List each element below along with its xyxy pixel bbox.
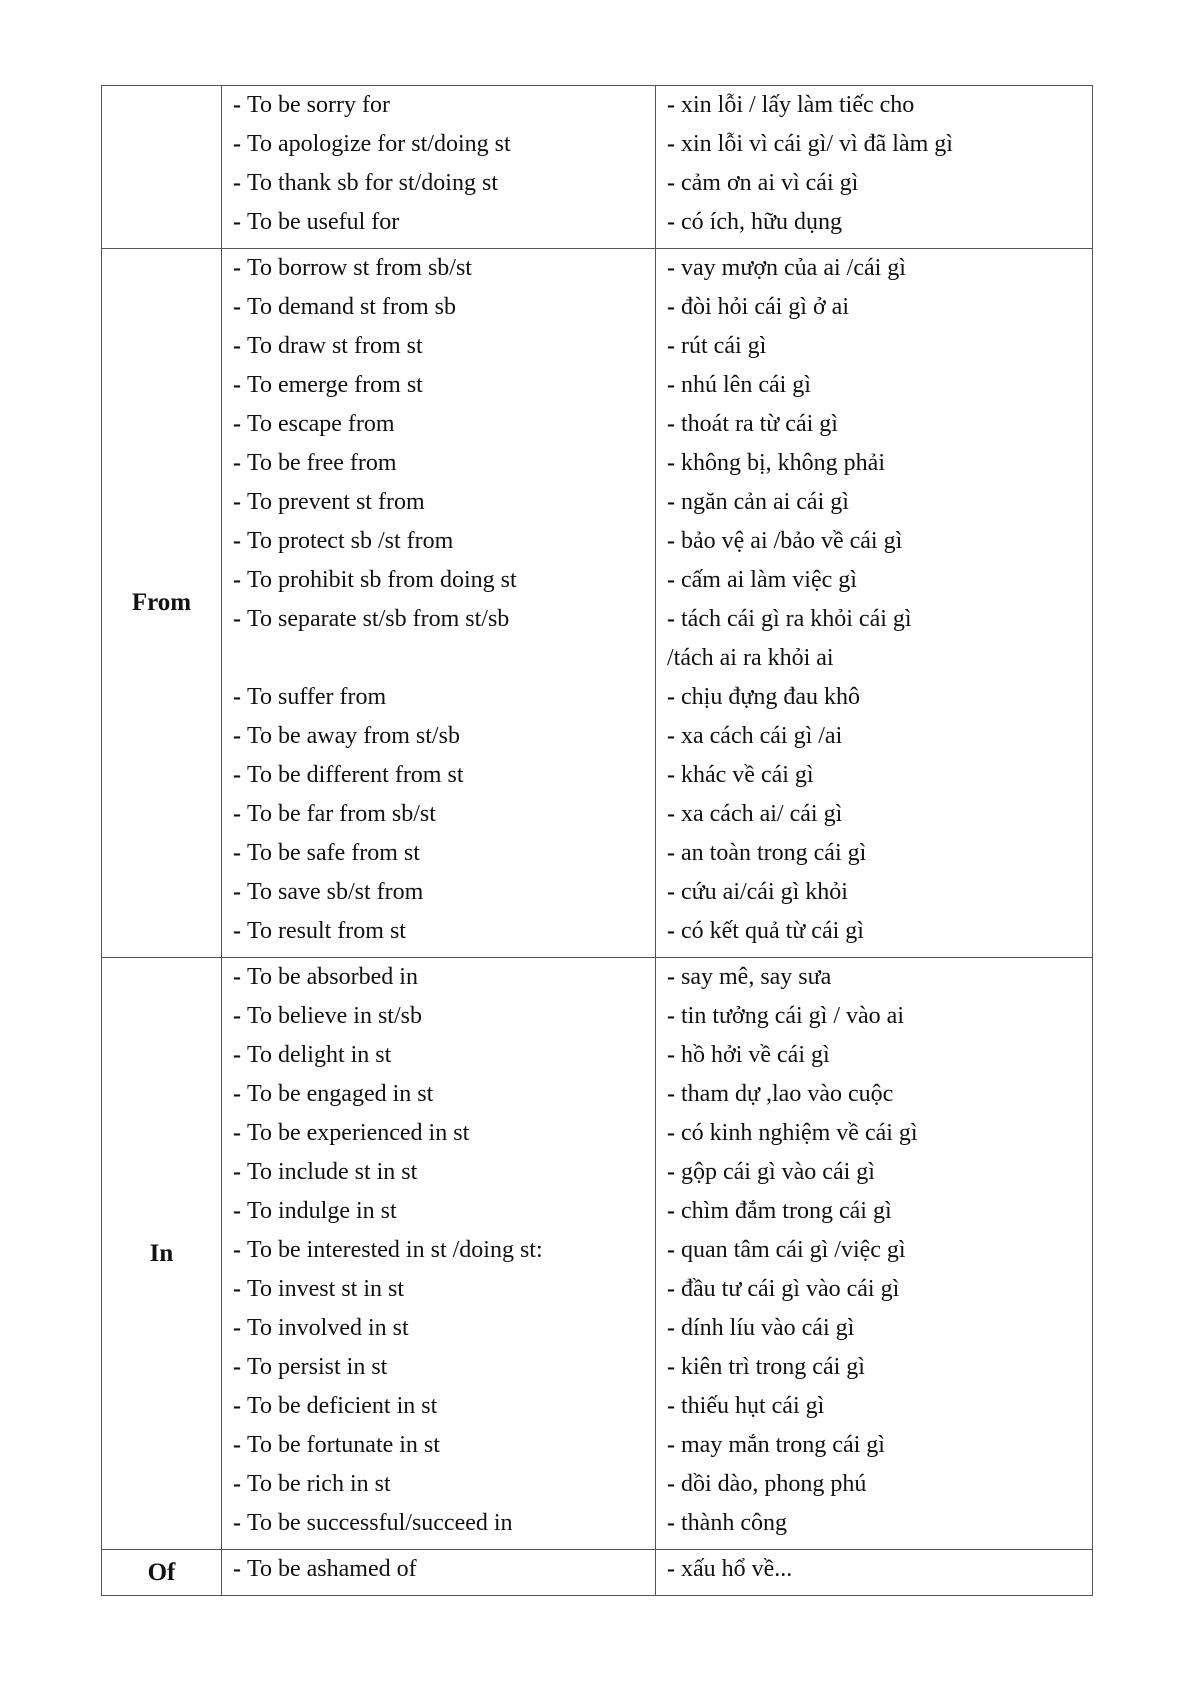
bullet-dash: -	[233, 1120, 241, 1146]
phrase-text: To be successful/succeed in	[247, 1510, 513, 1536]
bullet-dash: -	[233, 723, 241, 749]
meanings-cell	[656, 86, 1093, 249]
phrase-line	[222, 483, 655, 522]
bullet-dash: -	[667, 1159, 675, 1185]
meaning-line	[656, 1153, 1092, 1192]
meaning-text: quan tâm cái gì /việc gì	[681, 1237, 906, 1263]
bullet-dash: -	[667, 411, 675, 437]
phrase-text: To be far from sb/st	[247, 801, 436, 827]
meaning-text: thành công	[681, 1510, 787, 1536]
meaning-line	[656, 795, 1092, 834]
meaning-text: đầu tư cái gì vào cái gì	[681, 1276, 900, 1302]
phrase-text: To be useful for	[247, 209, 400, 235]
bullet-dash: -	[667, 1003, 675, 1029]
phrase-text: To apologize for st/doing st	[247, 131, 511, 157]
meaning-text: dồi dào, phong phú	[681, 1471, 867, 1497]
phrase-line	[222, 795, 655, 834]
phrase-line	[222, 125, 655, 164]
phrase-line	[222, 756, 655, 795]
phrase-line	[222, 327, 655, 366]
meaning-line	[656, 717, 1092, 756]
meaning-text: xa cách ai/ cái gì	[681, 801, 843, 827]
bullet-dash: -	[233, 92, 241, 118]
meaning-text: xa cách cái gì /ai	[681, 723, 843, 749]
vocabulary-table	[101, 85, 1093, 1596]
bullet-dash: -	[233, 1354, 241, 1380]
bullet-dash: -	[233, 567, 241, 593]
bullet-dash: -	[233, 489, 241, 515]
phrase-text: To be different from st	[247, 762, 464, 788]
meaning-text: may mắn trong cái gì	[681, 1432, 885, 1458]
preposition-cell: Of	[102, 1550, 222, 1596]
bullet-dash: -	[233, 170, 241, 196]
phrases-cell	[222, 86, 656, 249]
phrase-text: To be ashamed of	[247, 1556, 417, 1582]
meaning-line	[656, 1075, 1092, 1114]
meaning-line	[656, 1270, 1092, 1309]
meaning-text: say mê, say sưa	[681, 964, 832, 990]
phrase-text: To be absorbed in	[247, 964, 418, 990]
phrase-line	[222, 1465, 655, 1504]
phrase-line	[222, 1426, 655, 1465]
bullet-dash: -	[233, 1471, 241, 1497]
phrase-line	[222, 1504, 655, 1543]
bullet-dash: -	[233, 411, 241, 437]
phrase-line	[222, 444, 655, 483]
meaning-text: tin tưởng cái gì / vào ai	[681, 1003, 904, 1029]
phrase-line	[222, 405, 655, 444]
bullet-dash: -	[233, 372, 241, 398]
bullet-dash: -	[667, 964, 675, 990]
phrase-line	[222, 366, 655, 405]
bullet-dash: -	[233, 1003, 241, 1029]
phrase-line	[222, 1270, 655, 1309]
phrase-line	[222, 164, 655, 203]
bullet-dash: -	[233, 450, 241, 476]
meaning-line	[656, 756, 1092, 795]
meaning-text: cảm ơn ai vì cái gì	[681, 170, 859, 196]
phrase-text: To delight in st	[247, 1042, 392, 1068]
meaning-text: cứu ai/cái gì khỏi	[681, 879, 848, 905]
bullet-dash: -	[667, 1432, 675, 1458]
bullet-dash: -	[667, 372, 675, 398]
meaning-line	[656, 1550, 1092, 1589]
bullet-dash: -	[667, 1393, 675, 1419]
bullet-dash: -	[233, 255, 241, 281]
meaning-line	[656, 561, 1092, 600]
meanings-cell	[656, 249, 1093, 958]
bullet-dash: -	[233, 1510, 241, 1536]
bullet-dash: -	[233, 209, 241, 235]
bullet-dash: -	[667, 1120, 675, 1146]
bullet-dash: -	[667, 294, 675, 320]
phrase-text: To demand st from sb	[247, 294, 456, 320]
phrase-line	[222, 1550, 655, 1589]
bullet-dash: -	[233, 801, 241, 827]
phrases-cell	[222, 958, 656, 1550]
bullet-dash: -	[667, 489, 675, 515]
phrases-cell	[222, 1550, 656, 1596]
phrase-line	[222, 1075, 655, 1114]
meaning-text: thoát ra từ cái gì	[681, 411, 838, 437]
bullet-dash: -	[233, 1042, 241, 1068]
bullet-dash: -	[667, 170, 675, 196]
meaning-line	[656, 288, 1092, 327]
phrase-line	[222, 834, 655, 873]
meaning-line	[656, 1387, 1092, 1426]
meaning-line	[656, 1465, 1092, 1504]
meaning-line	[656, 1231, 1092, 1270]
phrase-text: To invest st in st	[247, 1276, 404, 1302]
bullet-dash: -	[667, 918, 675, 944]
preposition-cell: From	[102, 249, 222, 958]
bullet-dash: -	[667, 723, 675, 749]
meaning-line	[656, 483, 1092, 522]
phrase-line	[222, 1036, 655, 1075]
meaning-line	[656, 1192, 1092, 1231]
bullet-dash: -	[233, 1315, 241, 1341]
bullet-dash: -	[233, 1556, 241, 1582]
preposition-cell: In	[102, 958, 222, 1550]
phrase-text: To persist in st	[247, 1354, 388, 1380]
meaning-text: rút cái gì	[681, 333, 767, 359]
phrase-text: To indulge in st	[247, 1198, 397, 1224]
phrase-text: To involved in st	[247, 1315, 409, 1341]
meaning-line	[656, 125, 1092, 164]
meaning-text: đòi hỏi cái gì ở ai	[681, 294, 849, 320]
meaning-line	[656, 834, 1092, 873]
preposition-cell	[102, 86, 222, 249]
meaning-text: xin lỗi vì cái gì/ vì đã làm gì	[681, 131, 953, 157]
bullet-dash: -	[233, 1081, 241, 1107]
meaning-line	[656, 164, 1092, 203]
phrase-line	[222, 288, 655, 327]
meaning-line	[656, 912, 1092, 951]
bullet-dash: -	[667, 1237, 675, 1263]
phrase-text: To believe in st/sb	[247, 1003, 422, 1029]
meaning-line	[656, 86, 1092, 125]
phrase-line-empty	[222, 639, 655, 678]
bullet-dash: -	[233, 762, 241, 788]
meaning-text: hồ hởi về cái gì	[681, 1042, 830, 1068]
phrase-line	[222, 561, 655, 600]
phrase-text: To include st in st	[247, 1159, 418, 1185]
meaning-text: khác về cái gì	[681, 762, 814, 788]
meaning-line	[656, 600, 1092, 639]
section-row	[102, 86, 1093, 249]
meaning-text: thiếu hụt cái gì	[681, 1393, 825, 1419]
bullet-dash: -	[667, 684, 675, 710]
bullet-dash: -	[667, 92, 675, 118]
phrase-line	[222, 912, 655, 951]
bullet-dash: -	[667, 762, 675, 788]
phrase-line	[222, 873, 655, 912]
bullet-dash: -	[667, 1354, 675, 1380]
phrase-line	[222, 1114, 655, 1153]
meaning-text: xấu hổ về...	[681, 1556, 793, 1582]
phrase-line	[222, 1348, 655, 1387]
phrase-line	[222, 997, 655, 1036]
bullet-dash: -	[233, 964, 241, 990]
bullet-dash: -	[667, 1042, 675, 1068]
meaning-line	[656, 327, 1092, 366]
meaning-line	[656, 873, 1092, 912]
phrase-text: To be interested in st /doing st:	[247, 1237, 543, 1263]
bullet-dash: -	[233, 1432, 241, 1458]
bullet-dash: -	[233, 528, 241, 554]
meaning-text: cấm ai làm việc gì	[681, 567, 857, 593]
phrase-text: To thank sb for st/doing st	[247, 170, 498, 196]
section-row	[102, 1550, 1093, 1596]
meaning-line	[656, 405, 1092, 444]
phrase-text: To be experienced in st	[247, 1120, 470, 1146]
bullet-dash: -	[667, 1471, 675, 1497]
section-row	[102, 249, 1093, 958]
phrase-line	[222, 203, 655, 242]
bullet-dash: -	[233, 918, 241, 944]
table-body	[102, 86, 1093, 1596]
meaning-text: xin lỗi / lấy làm tiếc cho	[681, 92, 915, 118]
phrase-line	[222, 249, 655, 288]
bullet-dash: -	[233, 1393, 241, 1419]
phrase-line	[222, 1309, 655, 1348]
meaning-line	[656, 1504, 1092, 1543]
phrase-line	[222, 678, 655, 717]
meaning-text: có kinh nghiệm về cái gì	[681, 1120, 918, 1146]
bullet-dash: -	[667, 1276, 675, 1302]
bullet-dash: -	[233, 131, 241, 157]
phrase-text: To protect sb /st from	[247, 528, 454, 554]
bullet-dash: -	[667, 567, 675, 593]
bullet-dash: -	[667, 801, 675, 827]
meaning-text: chìm đắm trong cái gì	[681, 1198, 892, 1224]
phrase-text: To be fortunate in st	[247, 1432, 440, 1458]
bullet-dash: -	[667, 1081, 675, 1107]
bullet-dash: -	[667, 1556, 675, 1582]
meaning-text: có ích, hữu dụng	[681, 209, 842, 235]
meaning-text: ngăn cản ai cái gì	[681, 489, 849, 515]
phrase-text: To emerge from st	[247, 372, 423, 398]
phrase-text: To be rich in st	[247, 1471, 391, 1497]
meaning-line	[656, 1348, 1092, 1387]
meaning-line	[656, 203, 1092, 242]
meaning-text: an toàn trong cái gì	[681, 840, 867, 866]
section-row	[102, 958, 1093, 1550]
bullet-dash: -	[667, 450, 675, 476]
phrase-text: To separate st/sb from st/sb	[247, 606, 510, 632]
meaning-text: nhú lên cái gì	[681, 372, 811, 398]
meaning-line	[656, 1426, 1092, 1465]
bullet-dash: -	[667, 528, 675, 554]
meaning-line	[656, 958, 1092, 997]
meaning-text: dính líu vào cái gì	[681, 1315, 855, 1341]
phrase-line	[222, 522, 655, 561]
phrase-text: To be away from st/sb	[247, 723, 460, 749]
bullet-dash: -	[233, 1276, 241, 1302]
bullet-dash: -	[233, 1159, 241, 1185]
phrase-text: To prevent st from	[247, 489, 425, 515]
phrase-line	[222, 86, 655, 125]
meaning-line	[656, 249, 1092, 288]
phrase-text: To result from st	[247, 918, 406, 944]
meaning-line	[656, 522, 1092, 561]
meanings-cell	[656, 958, 1093, 1550]
bullet-dash: -	[667, 209, 675, 235]
phrase-text: To escape from	[247, 411, 395, 437]
bullet-dash: -	[233, 879, 241, 905]
phrase-text: To save sb/st from	[247, 879, 424, 905]
meaning-line	[656, 1114, 1092, 1153]
meaning-line	[656, 997, 1092, 1036]
phrases-cell	[222, 249, 656, 958]
meaning-text: tách cái gì ra khỏi cái gì	[681, 606, 912, 632]
meaning-text: gộp cái gì vào cái gì	[681, 1159, 875, 1185]
bullet-dash: -	[667, 879, 675, 905]
phrase-text: To be engaged in st	[247, 1081, 434, 1107]
meanings-cell	[656, 1550, 1093, 1596]
bullet-dash: -	[667, 255, 675, 281]
phrase-text: To be sorry for	[247, 92, 390, 118]
meaning-line	[656, 1309, 1092, 1348]
bullet-dash: -	[233, 1198, 241, 1224]
phrase-text: To be safe from st	[247, 840, 420, 866]
meaning-line	[656, 1036, 1092, 1075]
bullet-dash: -	[233, 1237, 241, 1263]
phrase-text: To suffer from	[247, 684, 387, 710]
phrase-text: To draw st from st	[247, 333, 423, 359]
meaning-text: chịu đựng đau khô	[681, 684, 860, 710]
meaning-text: vay mượn của ai /cái gì	[681, 255, 906, 281]
meaning-line	[656, 678, 1092, 717]
meaning-line	[656, 444, 1092, 483]
phrase-line	[222, 1387, 655, 1426]
bullet-dash: -	[667, 1315, 675, 1341]
meaning-text: bảo vệ ai /bảo về cái gì	[681, 528, 903, 554]
bullet-dash: -	[667, 333, 675, 359]
phrase-line	[222, 600, 655, 639]
phrase-text: To be free from	[247, 450, 397, 476]
bullet-dash: -	[667, 1198, 675, 1224]
phrase-text: To borrow st from sb/st	[247, 255, 472, 281]
phrase-line	[222, 1153, 655, 1192]
meaning-text: không bị, không phải	[681, 450, 885, 476]
bullet-dash: -	[667, 1510, 675, 1536]
bullet-dash: -	[667, 131, 675, 157]
meaning-text: tham dự ,lao vào cuộc	[681, 1081, 894, 1107]
bullet-dash: -	[233, 840, 241, 866]
meaning-continuation: /tách ai ra khỏi ai	[667, 645, 834, 671]
bullet-dash: -	[233, 294, 241, 320]
phrase-text: To be deficient in st	[247, 1393, 438, 1419]
meaning-text: có kết quả từ cái gì	[681, 918, 864, 944]
bullet-dash: -	[233, 333, 241, 359]
phrase-line	[222, 1231, 655, 1270]
bullet-dash: -	[233, 684, 241, 710]
phrase-text: To prohibit sb from doing st	[247, 567, 517, 593]
bullet-dash: -	[667, 606, 675, 632]
meaning-text: kiên trì trong cái gì	[681, 1354, 865, 1380]
phrase-line	[222, 1192, 655, 1231]
phrase-line	[222, 958, 655, 997]
bullet-dash: -	[667, 840, 675, 866]
bullet-dash: -	[233, 606, 241, 632]
meaning-line	[656, 366, 1092, 405]
phrase-line	[222, 717, 655, 756]
